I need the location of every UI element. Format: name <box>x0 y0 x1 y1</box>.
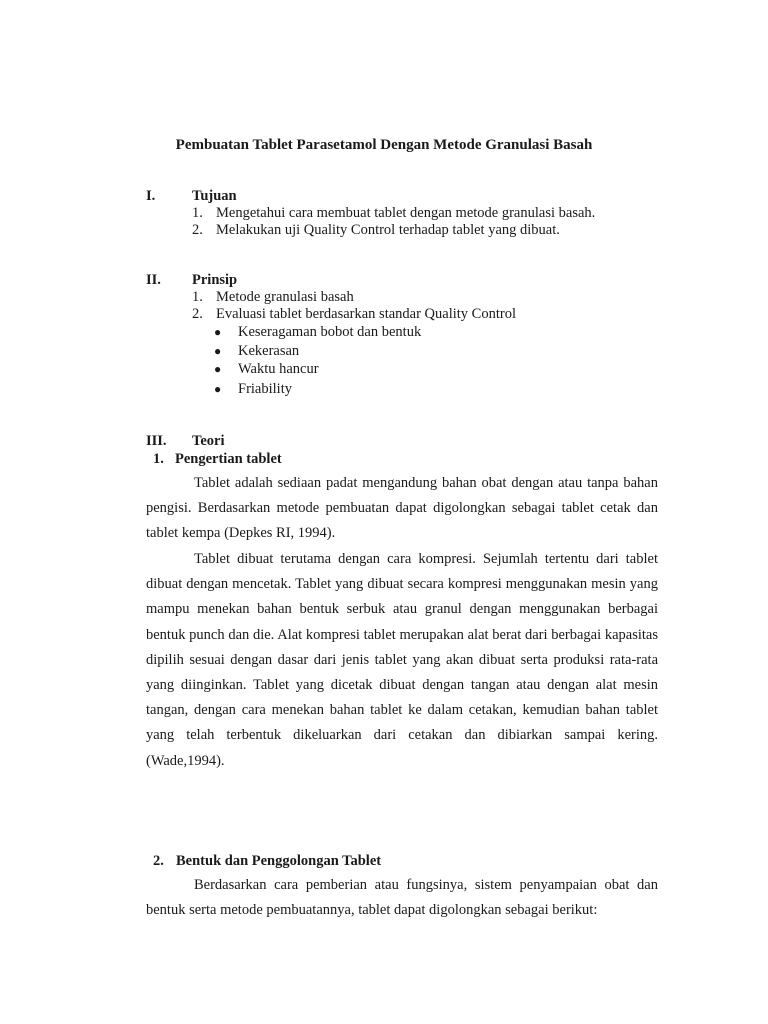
paragraph-text: Tablet dibuat terutama dengan cara kompresi. Sejumlah tertentu dari tablet dibuat dengan mencetak. Tablet yang dibuat secara kompresi menggunakan mesin yang mampu menekan bahan bentuk serbuk atau granul dengan menggunakan berbagai bentuk punch dan die. Alat kompresi tablet merupakan alat berat dari berbagai kapasitas dipilih sesuai dengan dasar dari jenis tablet yang akan dibuat serta produksi rata-rata yang diinginkan. Tablet yang dicetak dibuat dengan tangan atau dengan alat mesin tangan, dengan cara menekan bahan tablet ke dalam cetakan, kemudian bahan tablet yang telah terbentuk dikeluarkan dari cetakan dan dibiarkan sampai kering. (Wade,1994). <box>146 551 658 769</box>
paragraph-text: Tablet adalah sediaan padat mengandung bahan obat dengan atau tanpa bahan pengisi. Berdasarkan metode pembuatan dapat digolongkan sebagai tablet cetak dan tablet kempa (Depkes RI, 1994). <box>146 475 658 542</box>
list-item-text: Melakukan uji Quality Control terhadap tablet yang dibuat. <box>216 222 560 238</box>
paragraph <box>146 547 658 774</box>
subsection-heading: Pengertian tablet <box>175 451 282 467</box>
section-numeral: I. <box>146 188 156 204</box>
list-item-text: Evaluasi tablet berdasarkan standar Quality Control <box>216 306 516 322</box>
subsection-number: 2. <box>153 853 164 869</box>
section-heading: Prinsip <box>192 272 238 288</box>
bullet-text: Friability <box>238 381 292 397</box>
list-item-text: Mengetahui cara membuat tablet dengan metode granulasi basah. <box>216 205 596 221</box>
subsection-heading: Bentuk dan Penggolongan Tablet <box>176 853 382 869</box>
list-number: 2. <box>192 306 203 322</box>
section-numeral: II. <box>146 272 161 288</box>
list-number: 1. <box>192 205 203 221</box>
list-number: 1. <box>192 289 203 305</box>
section-heading: Teori <box>192 433 225 449</box>
bullet-icon: ● <box>214 325 222 339</box>
paragraph <box>146 873 658 923</box>
bullet-text: Keseragaman bobot dan bentuk <box>238 324 422 340</box>
subsection-number: 1. <box>153 451 164 467</box>
paragraph <box>146 471 658 547</box>
list-number: 2. <box>192 222 203 238</box>
bullet-text: Waktu hancur <box>238 361 319 377</box>
section-numeral: III. <box>146 433 167 449</box>
bullet-icon: ● <box>214 344 222 358</box>
document-title: Pembuatan Tablet Parasetamol Dengan Metode Granulasi Basah <box>175 137 593 153</box>
bullet-icon: ● <box>214 382 222 396</box>
list-item-text: Metode granulasi basah <box>216 289 354 305</box>
bullet-icon: ● <box>214 362 222 376</box>
section-heading: Tujuan <box>192 188 237 204</box>
bullet-text: Kekerasan <box>238 343 300 359</box>
paragraph-text: Berdasarkan cara pemberian atau fungsinya, sistem penyampaian obat dan bentuk serta metode pembuatannya, tablet dapat digolongkan sebagai berikut: <box>146 877 658 919</box>
